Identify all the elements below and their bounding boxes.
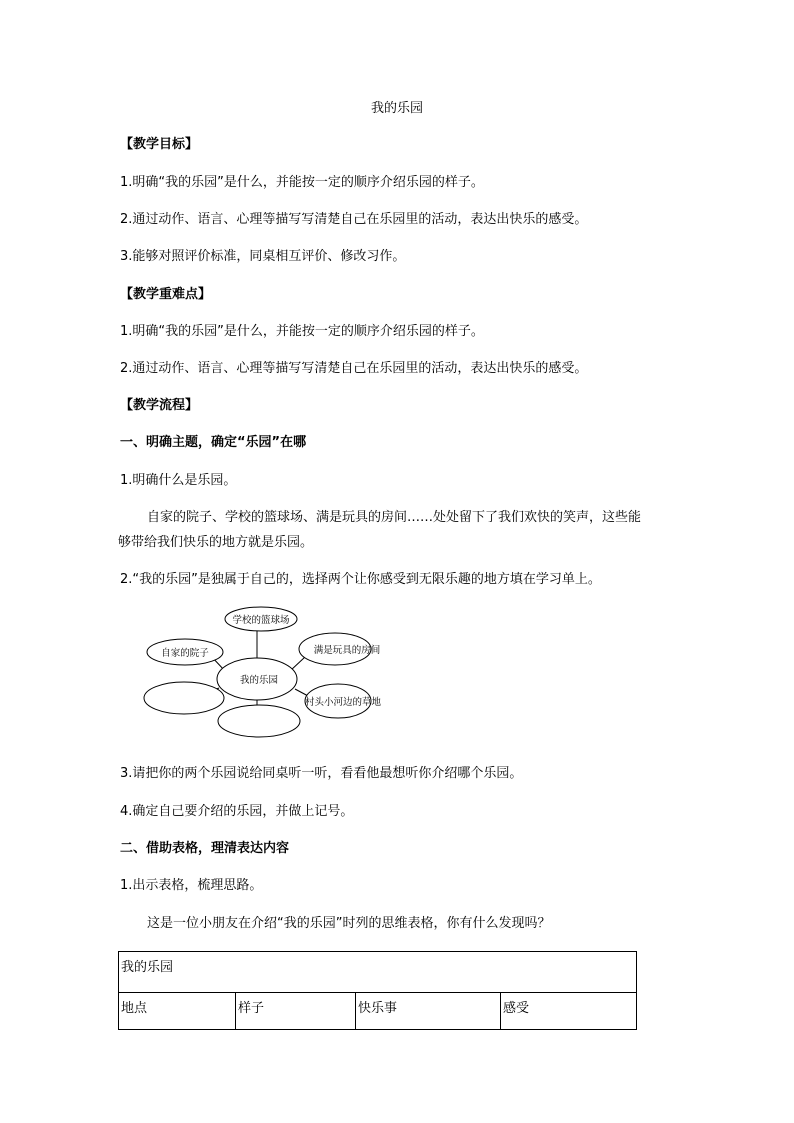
page-title: 我的乐园 (370, 101, 423, 116)
node-top-label: 学校的篮球场 (232, 615, 290, 626)
node-right-top-label: 满是玩具的房间 (313, 645, 381, 656)
part2-paragraph: 这是一位小朋友在介绍“我的乐园”时列的思维表格，你有什么发现吗？ (147, 916, 551, 931)
goal-item: 3.能够对照评价标准，同桌相互评价、修改习作。 (120, 249, 406, 264)
node-left-label: 自家的院子 (161, 648, 209, 659)
paradise-mind-map (135, 601, 395, 741)
goal-item: 2.通过动作、语言、心理等描写写清楚自己在乐园里的活动，表达出快乐的感受。 (120, 212, 588, 227)
part1-step: 1.明确什么是乐园。 (120, 473, 237, 488)
part2-step: 1.出示表格，梳理思路。 (120, 878, 263, 893)
key-point-item: 1.明确“我的乐园”是什么，并能按一定的顺序介绍乐园的样子。 (120, 324, 484, 339)
table-column-cell: 地点 (119, 993, 236, 1030)
part1-heading: 一、明确主题，确定“乐园”在哪 (120, 435, 307, 450)
part1-paragraph-line: 够带给我们快乐的地方就是乐园。 (118, 535, 314, 550)
part2-heading: 二、借助表格，理清表达内容 (120, 841, 290, 856)
part1-paragraph-line: 自家的院子、学校的篮球场、满是玩具的房间……处处留下了我们欢快的笑声，这些能 (147, 510, 642, 525)
part1-step: 4.确定自己要介绍的乐园，并做上记号。 (120, 804, 354, 819)
node-bottom (218, 705, 300, 737)
table-header-cell: 我的乐园 (119, 952, 637, 993)
goal-item: 1.明确“我的乐园”是什么，并能按一定的顺序介绍乐园的样子。 (120, 175, 484, 190)
node-left-bottom (144, 682, 224, 714)
node-center-label: 我的乐园 (239, 675, 279, 686)
thinking-table (118, 951, 637, 1030)
part1-step: 2.“我的乐园”是独属于自己的，选择两个让你感受到无限乐趣的地方填在学习单上。 (120, 572, 601, 587)
node-right-bottom-label: 村头小河边的草地 (304, 697, 382, 708)
key-points-heading: 【教学重难点】 (120, 287, 212, 302)
table-column-cell: 快乐事 (356, 993, 501, 1030)
goals-heading: 【教学目标】 (120, 137, 199, 152)
table-column-cell: 样子 (236, 993, 356, 1030)
table-row (119, 952, 637, 993)
part1-step: 3.请把你的两个乐园说给同桌听一听，看看他最想听你介绍哪个乐园。 (120, 766, 523, 781)
table-row (119, 993, 637, 1030)
flow-heading: 【教学流程】 (120, 398, 199, 413)
key-point-item: 2.通过动作、语言、心理等描写写清楚自己在乐园里的活动，表达出快乐的感受。 (120, 361, 588, 376)
table-column-cell: 感受 (501, 993, 637, 1030)
